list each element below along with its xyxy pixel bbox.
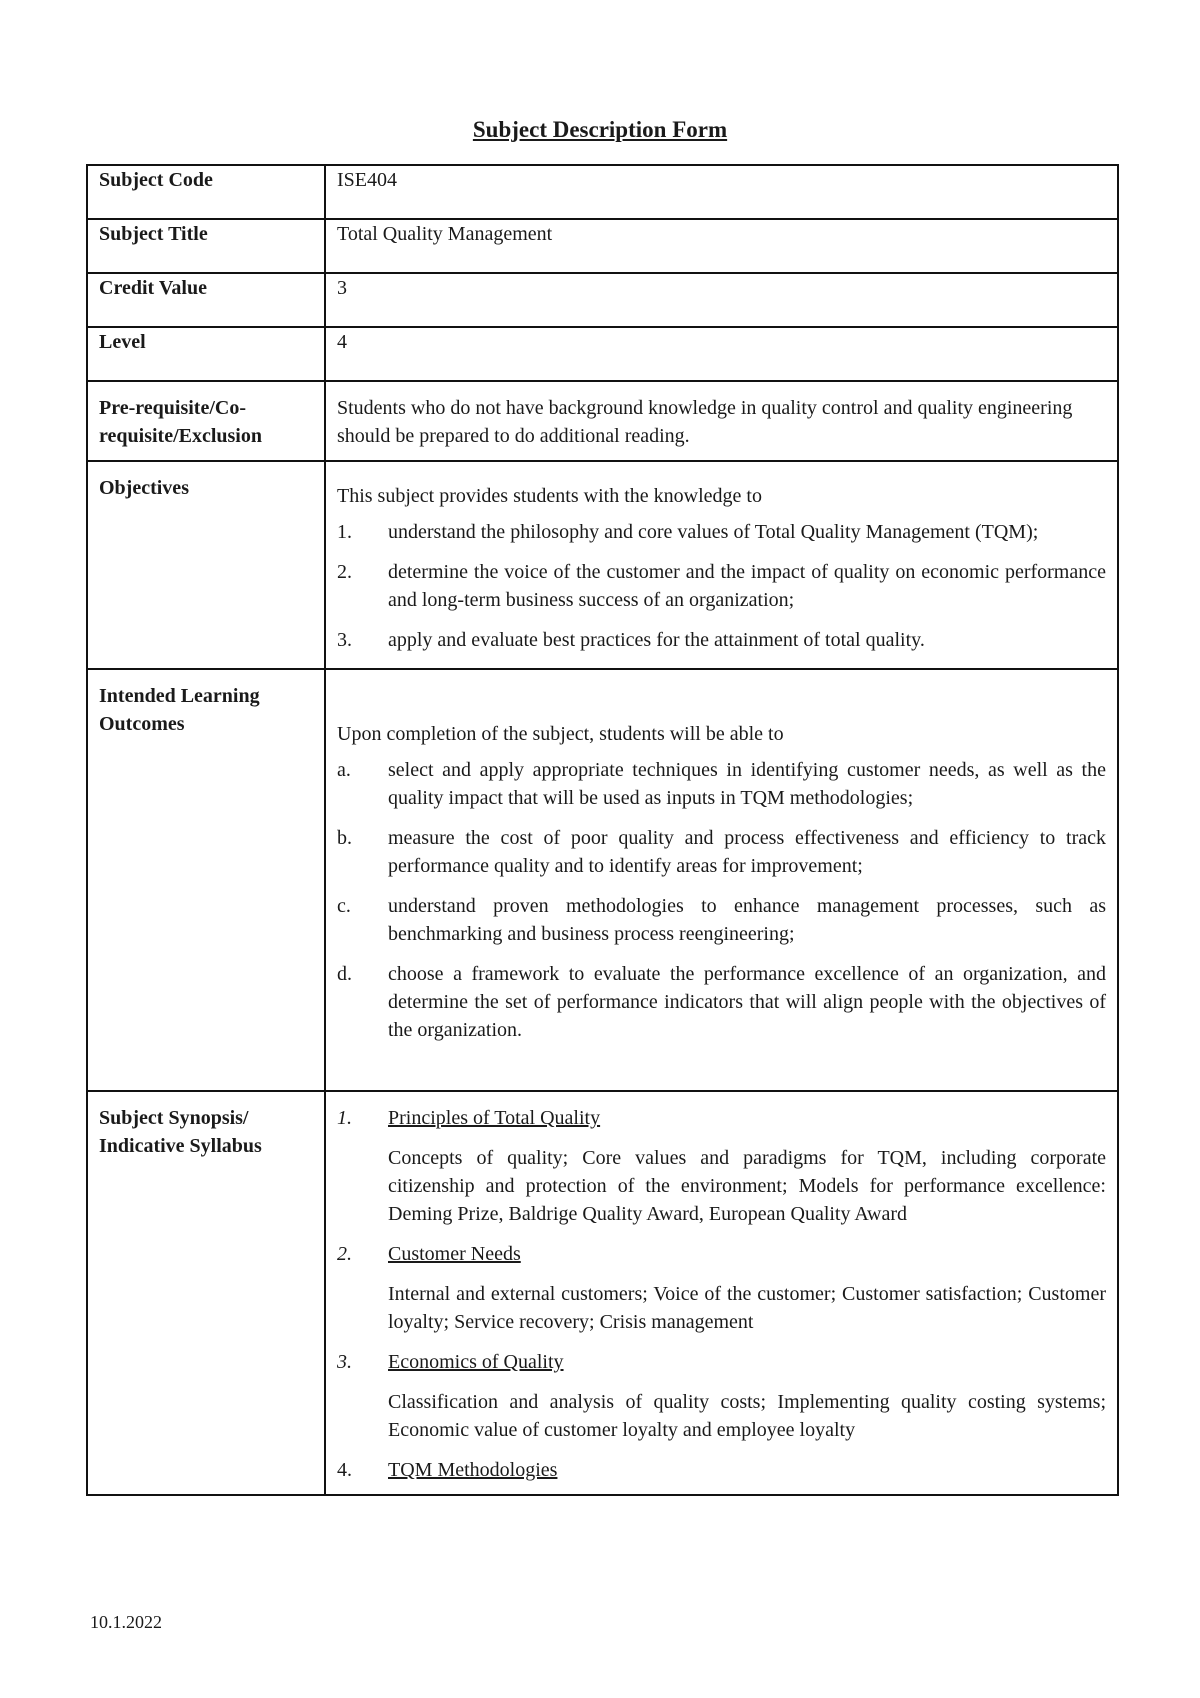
list-item — [337, 756, 1106, 812]
list-marker: d. — [337, 963, 352, 985]
level-value: 4 — [325, 327, 1118, 381]
syllabus-heading: Customer Needs — [388, 1243, 521, 1265]
ilo-intro: Upon completion of the subject, students will be able to — [337, 723, 784, 745]
list-marker: c. — [337, 895, 351, 917]
list-text: determine the voice of the customer and the impact of quality on economic performance and long-term business success of an organization; — [388, 561, 1106, 611]
page-title: Subject Description Form — [472, 117, 728, 142]
list-item — [337, 960, 1106, 1044]
row-credit-value — [87, 273, 1118, 327]
subject-description-table — [86, 164, 1119, 1496]
syllabus-item — [337, 1104, 1106, 1228]
list-item — [337, 518, 1106, 546]
list-item — [337, 558, 1106, 614]
list-text: measure the cost of poor quality and process effectiveness and efficiency to track performance quality and to identify areas for improvement; — [388, 827, 1106, 877]
ilo-cell — [325, 669, 1118, 1091]
list-marker: 2. — [337, 561, 352, 583]
row-subject-title — [87, 219, 1118, 273]
ilo-list — [337, 756, 1106, 1044]
syllabus-body: Internal and external customers; Voice of the customer; Customer satisfaction; Customer loyalty; Service recovery; Crisis management — [388, 1283, 1106, 1333]
list-item — [337, 824, 1106, 880]
synopsis-cell — [325, 1091, 1118, 1495]
prerequisite-label: Pre-requisite/Co-requisite/Exclusion — [87, 381, 325, 461]
list-text: choose a framework to evaluate the performance excellence of an organization, and determine the set of performance indicators that will align people with the objectives of the organization. — [388, 963, 1106, 1041]
ilo-label: Intended Learning Outcomes — [87, 669, 325, 1091]
row-intended-learning-outcomes — [87, 669, 1118, 1091]
syllabus-heading: Principles of Total Quality — [388, 1107, 601, 1129]
synopsis-label: Subject Synopsis/ Indicative Syllabus — [87, 1091, 325, 1495]
list-item — [337, 626, 1106, 654]
syllabus-marker: 3. — [337, 1351, 352, 1373]
list-text: select and apply appropriate techniques in identifying customer needs, as well as the quality impact that will be used as inputs in TQM methodologies; — [388, 759, 1106, 809]
row-subject-synopsis — [87, 1091, 1118, 1495]
objectives-label: Objectives — [87, 461, 325, 669]
list-text: understand proven methodologies to enhance management processes, such as benchmarking and business process reengineering; — [388, 895, 1106, 945]
list-item — [337, 892, 1106, 948]
subject-title-label: Subject Title — [87, 219, 325, 273]
syllabus-item — [337, 1456, 1106, 1484]
syllabus-body: Concepts of quality; Core values and paradigms for TQM, including corporate citizenship and protection of the environment; Models for performance excellence: Deming Prize, Baldrige Quality Award, European Quality Award — [388, 1147, 1106, 1225]
subject-code-value: ISE404 — [325, 165, 1118, 219]
footer-date: 10.1.2022 — [90, 1612, 162, 1632]
syllabus-item — [337, 1240, 1106, 1336]
objectives-intro: This subject provides students with the knowledge to — [337, 485, 762, 507]
syllabus-body: Classification and analysis of quality costs; Implementing quality costing systems; Economic value of customer loyalty and employee loyalty — [388, 1391, 1106, 1441]
list-marker: a. — [337, 759, 351, 781]
row-objectives — [87, 461, 1118, 669]
list-marker: b. — [337, 827, 352, 849]
row-level — [87, 327, 1118, 381]
syllabus-heading: Economics of Quality — [388, 1351, 564, 1373]
list-marker: 3. — [337, 629, 352, 651]
objectives-cell — [325, 461, 1118, 669]
objectives-list — [337, 518, 1106, 654]
syllabus-heading: TQM Methodologies — [388, 1459, 558, 1481]
prerequisite-value: Students who do not have background knowledge in quality control and quality engineering should be prepared to do additional reading. — [325, 381, 1118, 461]
subject-code-label: Subject Code — [87, 165, 325, 219]
credit-value-label: Credit Value — [87, 273, 325, 327]
subject-title-value: Total Quality Management — [325, 219, 1118, 273]
row-prerequisite — [87, 381, 1118, 461]
credit-value-value: 3 — [325, 273, 1118, 327]
level-label: Level — [87, 327, 325, 381]
syllabus-marker: 4. — [337, 1459, 352, 1481]
list-marker: 1. — [337, 521, 352, 543]
list-text: understand the philosophy and core values of Total Quality Management (TQM); — [388, 521, 1039, 543]
syllabus-marker: 2. — [337, 1243, 352, 1265]
syllabus-item — [337, 1348, 1106, 1444]
row-subject-code — [87, 165, 1118, 219]
syllabus-marker: 1. — [337, 1107, 352, 1129]
list-text: apply and evaluate best practices for the attainment of total quality. — [388, 629, 925, 651]
